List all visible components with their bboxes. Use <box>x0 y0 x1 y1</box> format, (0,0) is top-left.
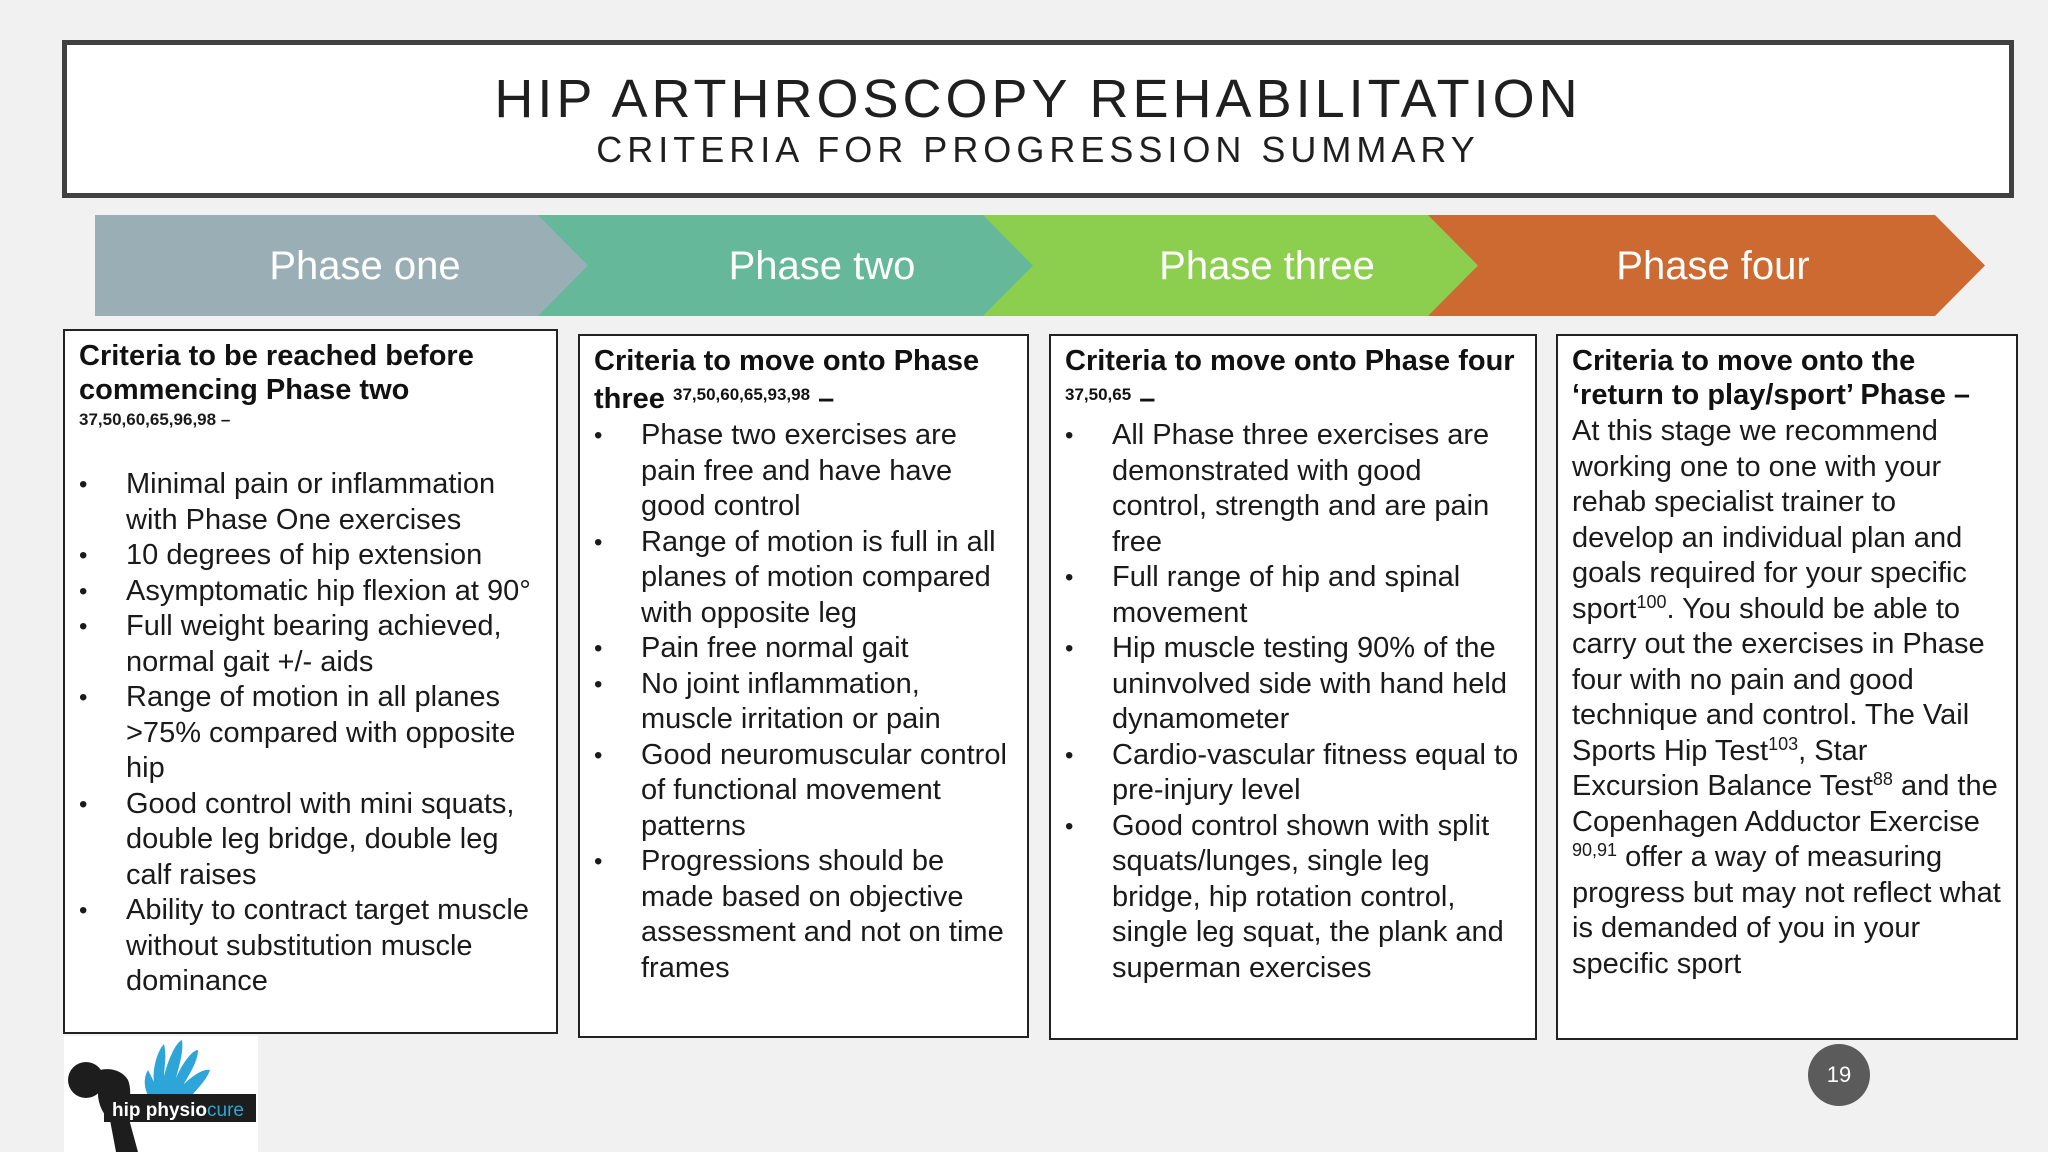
list-item: • Phase two exercises are pain free and have have good control <box>594 418 1013 525</box>
list-item: • Full weight bearing achieved, normal gait +/- aids <box>79 609 542 680</box>
phase-two-label: Phase two <box>728 244 916 288</box>
list-item: • Asymptomatic hip flexion at 90° <box>79 574 542 610</box>
list-item: • Minimal pain or inflammation with Phase One exercises <box>79 467 542 538</box>
list-item: • Full range of hip and spinal movement <box>1065 560 1521 631</box>
phase-three-criteria-card <box>1049 334 1537 1040</box>
criteria-list <box>594 418 1013 986</box>
list-item: • No joint inflammation, muscle irritation or pain <box>594 667 1013 738</box>
phase-two-criteria-card <box>578 334 1029 1038</box>
phase-chevron-bar <box>95 215 1985 316</box>
list-item: • Good control shown with split squats/lunges, single leg bridge, hip rotation control, single leg squat, the plank and superman exercises <box>1065 809 1521 987</box>
phase-three-label: Phase three <box>1159 244 1375 288</box>
card-heading: Criteria to move onto the ‘return to play/sport’ Phase – <box>1572 345 1971 411</box>
slide-title: HIP ARTHROSCOPY REHABILITATION <box>494 69 1582 129</box>
phase-one-criteria-card <box>63 329 558 1034</box>
card-heading: Criteria to be reached before commencing Phase two <box>79 340 474 406</box>
card-paragraph: At this stage we recommend working one to one with your rehab specialist trainer to develop an individual plan and goals required for your specific sport$^{100}$. You should be able to carry out the exercises in Phase four with no pain and good technique and control. The Vail Sports Hip Test$^{103}$, Star Excursion Balance Test$^{88}$ and the Copenhagen Adductor Exercise $^{90,91}$ offer a way of measuring progress but may not reflect what is demanded of you in your specific sport <box>1572 415 2001 980</box>
criteria-list <box>79 467 542 1000</box>
list-item: • Range of motion is full in all planes of motion compared with opposite leg <box>594 525 1013 632</box>
list-item: • Range of motion in all planes >75% compared with opposite hip <box>79 680 542 787</box>
card-heading: Criteria to move onto Phase four $^{37,50,65}$ – <box>1065 345 1515 415</box>
list-item: • Progressions should be made based on objective assessment and not on time frames <box>594 844 1013 986</box>
logo-text: hip physiocure <box>112 1100 244 1121</box>
list-item: • Good neuromuscular control of functional movement patterns <box>594 738 1013 845</box>
slide-subtitle: CRITERIA FOR PROGRESSION SUMMARY <box>596 129 1480 170</box>
list-item: • Pain free normal gait <box>594 631 1013 667</box>
card-references: 37,50,60,65,93,98 <box>672 385 811 404</box>
list-item: • Cardio-vascular fitness equal to pre-injury level <box>1065 738 1521 809</box>
card-references: 37,50,65 <box>1065 385 1132 404</box>
list-item: • All Phase three exercises are demonstrated with good control, strength and are pain free <box>1065 418 1521 560</box>
phase-one-label: Phase one <box>269 244 461 288</box>
page-number-badge: 19 <box>1808 1044 1870 1106</box>
card-references: 37,50,60,65,96,98 – <box>79 410 231 429</box>
list-item: • Hip muscle testing 90% of the uninvolved side with hand held dynamometer <box>1065 631 1521 738</box>
card-heading: Criteria to move onto Phase three $^{37,50,60,65,93,98}$ – <box>594 345 980 415</box>
criteria-list <box>1065 418 1521 986</box>
list-item: • Ability to contract target muscle without substitution muscle dominance <box>79 893 542 1000</box>
list-item: • 10 degrees of hip extension <box>79 538 542 574</box>
phase-four-criteria-card <box>1556 334 2018 1040</box>
phase-four-label: Phase four <box>1616 244 1810 288</box>
hip-physio-cure-logo <box>64 1036 258 1152</box>
logo-graphic <box>64 1036 258 1152</box>
title-box <box>62 40 2014 198</box>
list-item: • Good control with mini squats, double leg bridge, double leg calf raises <box>79 787 542 894</box>
